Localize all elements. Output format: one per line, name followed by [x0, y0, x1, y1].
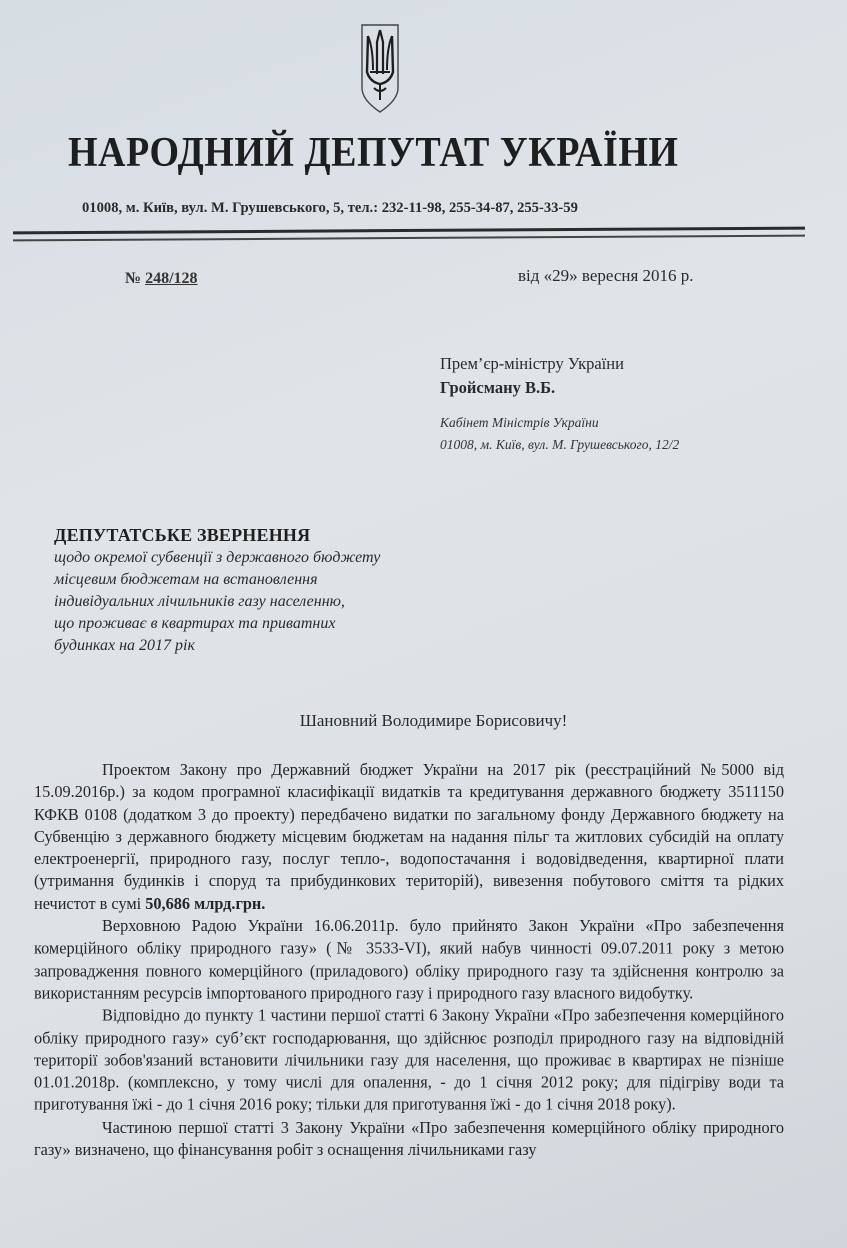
recipient-address-block: [440, 412, 679, 456]
letterhead-title: НАРОДНИЙ ДЕПУТАТ УКРАЇНИ: [68, 129, 679, 177]
appeal-subject-line: місцевим бюджетам на встановлення: [54, 571, 318, 588]
recipient-org: Кабінет Міністрів України: [440, 415, 599, 430]
paragraph-text: Проектом Закону про Державний бюджет України на 2017 рік (реєстраційний №5000 від 15.09.2016р.) за кодом програмної класифікації видатків та кредитування державного бюджету 3511150 КФКВ 0108 (додатком 3 до проекту) передбачено видатки по загальному фонду Державного бюджету на Субвенцію з державного бюджету місцевим бюджетам на надання пільг та житлових субсидій на оплату електроенергії, природного газу, послуг тепло-, водопостачання і водовідведення, квартирної плати (утримання будинків і споруд та прибудинкових територій), вивезення побутового сміття та рідких нечистот в сумі: [34, 759, 784, 914]
appeal-subject-line: індивідуальних лічильників газу населенню,: [54, 593, 345, 610]
letterhead-address: 01008, м. Київ, вул. М. Грушевського, 5, тел.: 232-11-98, 255-34-87, 255-33-59: [82, 200, 578, 216]
recipient-block: [440, 352, 624, 400]
paragraph-text: Верховною Радою України 16.06.2011р. було прийнято Закон України «Про забезпечення комерційного обліку природного газу» (№ 3533-VI), який набув чинності 09.07.2011 року з метою запровадження повного комерційного (приладового) обліку природного газу та здійснення контролю за використанням ресурсів імпортованого природного газу і природного газу власного видобутку.: [34, 915, 784, 1003]
body-paragraph: [34, 1116, 784, 1161]
letterhead-rule-thick: [13, 227, 805, 235]
recipient-position: Прем’єр-міністру України: [440, 354, 624, 373]
appeal-heading: ДЕПУТАТСЬКЕ ЗВЕРНЕННЯ: [54, 525, 311, 545]
document-date: від «29» вересня 2016 р.: [518, 266, 694, 285]
recipient-address: 01008, м. Київ, вул. М. Грушевського, 12/2: [440, 437, 680, 452]
appeal-subject-line: будинках на 2017 рік: [54, 637, 195, 654]
document-number-value: 248/128: [145, 270, 198, 287]
paragraph-text: Відповідно до пункту 1 частини першої статті 6 Закону України «Про забезпечення комерційного обліку природного газу» суб’єкт господарювання, що здійснює розподіл природного газу на відповідній території зобов'язаний встановити лічильники газу для населення, що проживає в квартирах не пізніше 01.01.2018р. (комплексно, у тому числі для опалення, - до 1 січня 2012 року; для підігріву води та приготування їжі - до 1 січня 2016 року; тільки для приготування їжі - до 1 січня 2018 року).: [34, 1005, 784, 1115]
ukraine-trident-icon: [360, 22, 400, 114]
appeal-block: [54, 525, 380, 657]
appeal-subject-line: що проживає в квартирах та приватних: [54, 615, 336, 632]
body-paragraph: [34, 1004, 784, 1116]
letterhead-rule-thin: [13, 235, 805, 241]
body-paragraph: [34, 758, 784, 915]
document-number: [125, 270, 198, 288]
paragraph-text: Частиною першої статті 3 Закону України «Про забезпечення комерційного обліку природного газу» визначено, що фінансування робіт з оснащення лічильниками газу: [34, 1116, 784, 1160]
letter-body: [34, 758, 784, 1161]
paragraph-amount: 50,686 млрд.грн.: [145, 893, 266, 914]
appeal-subject-line: щодо окремої субвенції з державного бюджету: [54, 549, 381, 566]
recipient-name: Гройсману В.Б.: [440, 378, 556, 397]
document-number-prefix: №: [125, 270, 146, 287]
body-paragraph: [34, 915, 784, 1004]
appeal-subject: [54, 547, 380, 657]
greeting: Шановний Володимире Борисовичу!: [299, 711, 568, 730]
